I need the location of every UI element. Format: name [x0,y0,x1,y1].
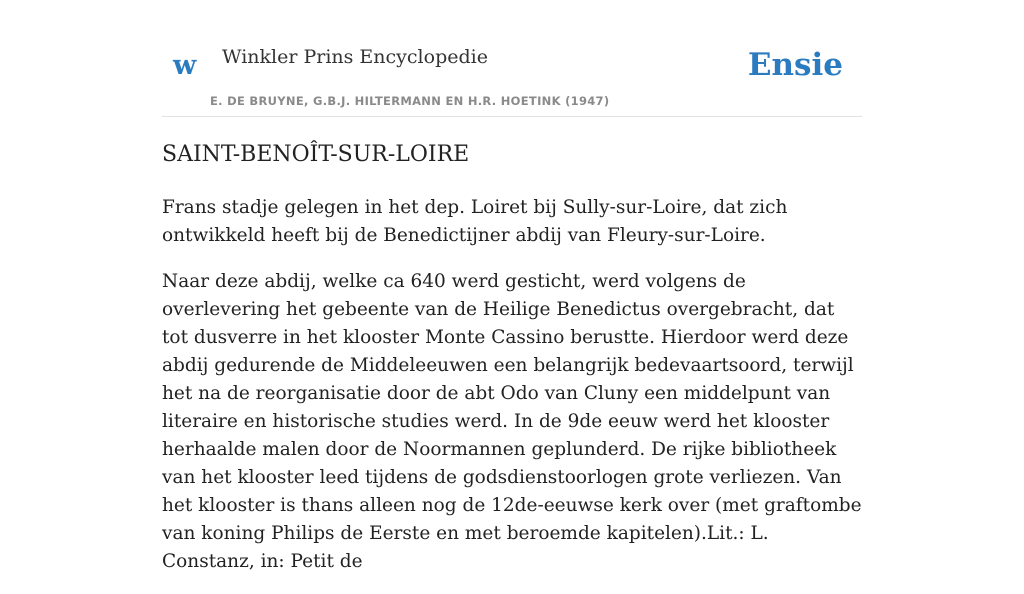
publication-title[interactable]: Winkler Prins Encyclopedie [222,46,488,68]
article-paragraph: Naar deze abdij, welke ca 640 werd gesticht, werd volgens de overlevering het gebeente van de Heilige Benedictus overgebracht, dat tot dusverre in het klooster Monte Cassino berustte. Hierdoor werd deze abdij gedurende de Middeleeuwen een belangrijk bedevaartsoord, terwijl het na de reorganisatie door de abt Odo van Cluny een middelpunt van literaire en historische studies werd. In de 9de eeuw werd het klooster herhaalde malen door de Noormannen geplunderd. De rijke bibliotheek van het klooster leed tijdens de godsdienstoorlogen grote verliezen. Van het klooster is thans alleen nog de 12de-eeuwse kerk over (met graftombe van koning Philips de Eerste en met beroemde kapitelen).Lit.: L. Constanz, in: Petit de [162,271,862,572]
publication-header [162,0,862,117]
ensie-logo-link[interactable]: Ensie [747,47,843,83]
article-title: SAINT-BENOÎT-SUR-LOIRE [162,142,470,167]
publication-authors: E. DE BRUYNE, G.B.J. HILTERMANN EN H.R. HOETINK (1947) [210,94,610,108]
article [162,138,862,594]
article-paragraph: Frans stadje gelegen in het dep. Loiret bij Sully-sur-Loire, dat zich ontwikkeld heeft bij de Benedictijner abdij van Fleury-sur-Loire. [162,197,788,246]
publication-logo[interactable]: w [173,50,197,81]
